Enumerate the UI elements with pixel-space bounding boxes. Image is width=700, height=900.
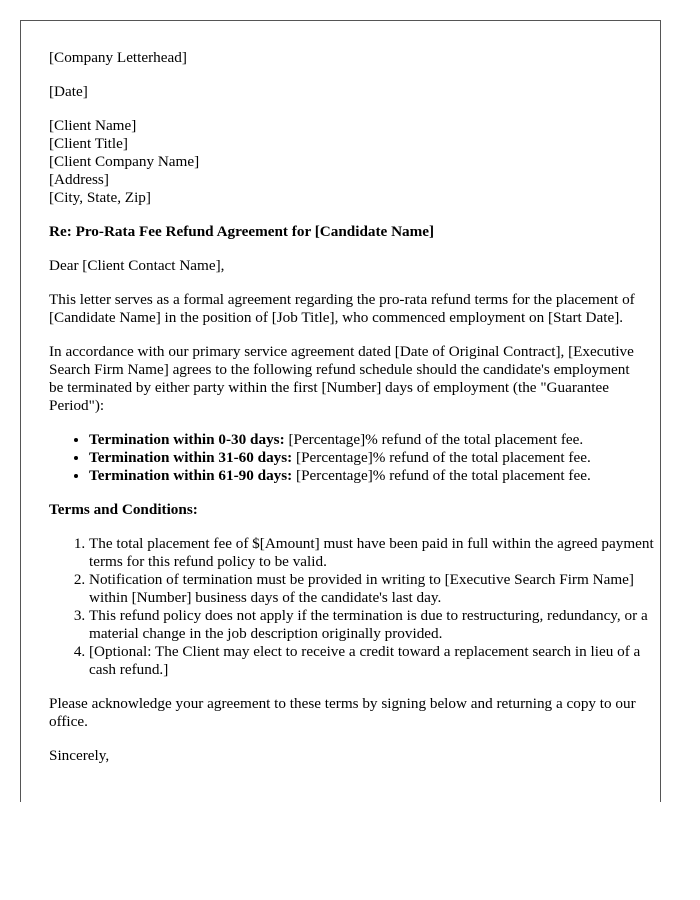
refund-item-label: Termination within 61-90 days:	[89, 467, 293, 484]
acknowledgement-paragraph: Please acknowledge your agreement to these terms by signing below and returning a copy to our office.	[49, 695, 636, 730]
refund-item-text: [Percentage]% refund of the total placement fee.	[284, 431, 584, 448]
letter-date: [Date]	[49, 83, 88, 100]
condition-item: 4. [Optional: The Client may elect to receive a credit toward a replacement search in lieu of a cash refund.]	[89, 643, 659, 679]
refund-item	[89, 449, 660, 467]
schedule-intro-paragraph: In accordance with our primary service agreement dated [Date of Original Contract], [Executive Search Firm Name] agrees to the following refund schedule should the candidate's employment be terminated by either party within the first [Number] days of employment (the "Guarantee Period"):	[49, 343, 634, 414]
client-name: [Client Name]	[49, 117, 137, 134]
intro-paragraph: This letter serves as a formal agreement regarding the pro-rata refund terms for the placement of [Candidate Name] in the position of [Job Title], who commenced employment on [Start Date].	[49, 291, 635, 326]
refund-item	[89, 431, 660, 449]
condition-item: 1. The total placement fee of $[Amount] must have been paid in full within the agreed payment terms for this refund policy to be valid.	[89, 535, 659, 571]
refund-item	[89, 467, 660, 485]
company-letterhead: [Company Letterhead]	[49, 49, 187, 66]
closing: Sincerely,	[49, 747, 110, 764]
refund-schedule-list	[49, 431, 660, 485]
terms-heading: Terms and Conditions:	[49, 501, 198, 518]
refund-item-text: [Percentage]% refund of the total placement fee.	[292, 467, 591, 484]
recipient-address-block	[49, 117, 637, 207]
client-company-name: [Client Company Name]	[49, 153, 200, 170]
client-title: [Client Title]	[49, 135, 128, 152]
refund-item-label: Termination within 0-30 days:	[89, 431, 285, 448]
client-city-state-zip: [City, State, Zip]	[49, 189, 151, 206]
client-address: [Address]	[49, 171, 109, 188]
refund-item-label: Termination within 31-60 days:	[89, 449, 293, 466]
letter-document	[20, 20, 661, 802]
condition-item: 2. Notification of termination must be provided in writing to [Executive Search Firm Name] within [Number] business days of the candidate's last day.	[89, 571, 659, 607]
subject-line: Re: Pro-Rata Fee Refund Agreement for [Candidate Name]	[49, 223, 435, 240]
condition-item: 3. This refund policy does not apply if the termination is due to restructuring, redundancy, or a material change in the job description originally provided.	[89, 607, 659, 643]
refund-item-text: [Percentage]% refund of the total placement fee.	[292, 449, 591, 466]
salutation: Dear [Client Contact Name],	[49, 257, 225, 274]
terms-conditions-list	[49, 535, 659, 679]
